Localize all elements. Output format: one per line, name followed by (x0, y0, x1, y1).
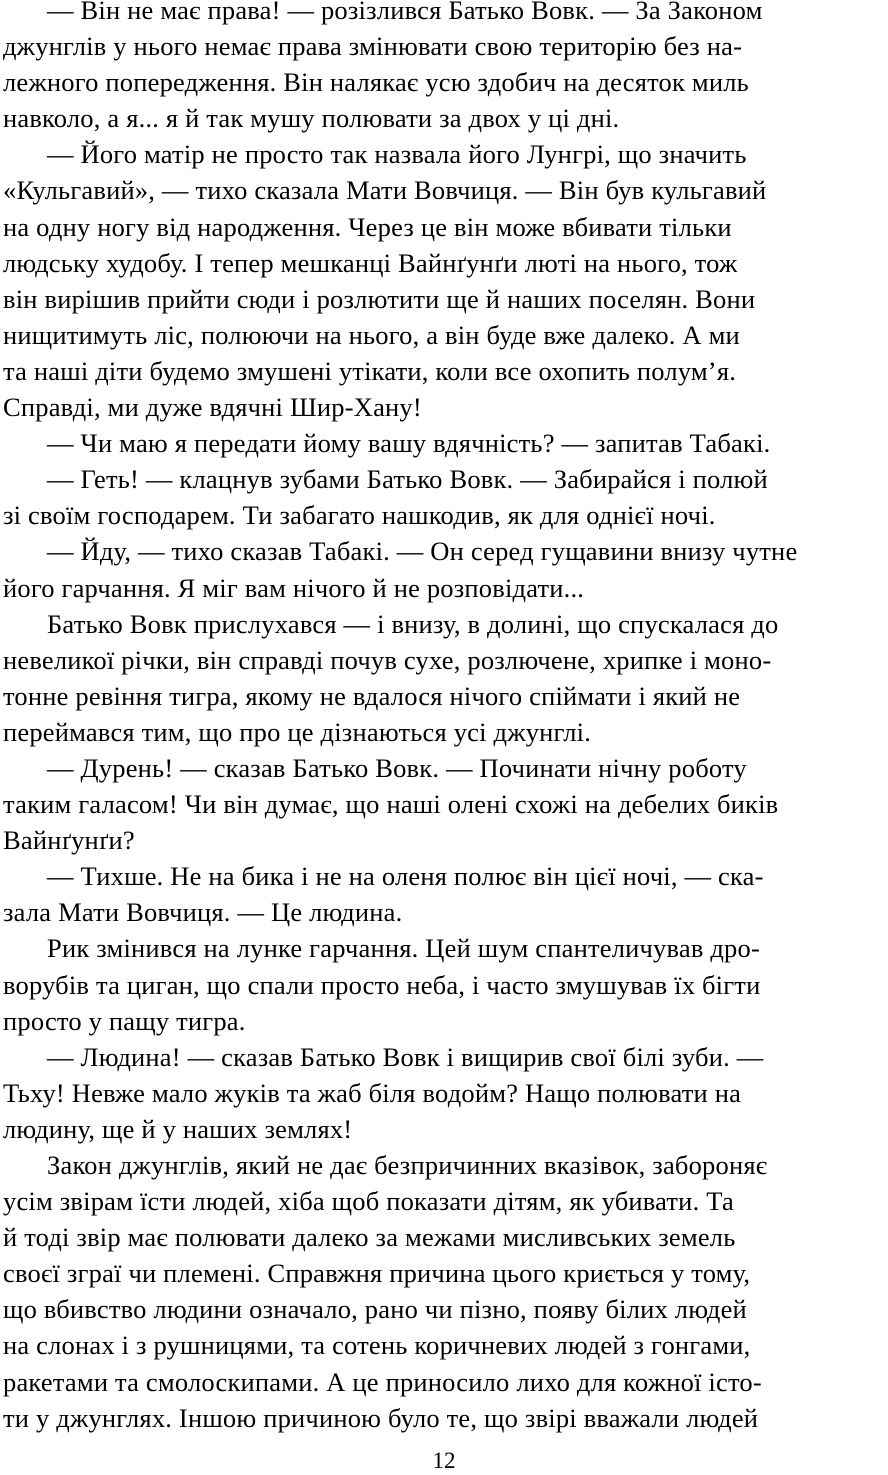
text-line: — Людина! — сказав Батько Вовк і вищирив свої білі зуби. — (47, 1041, 764, 1072)
text-line: зала Мати Вовчиця. — Це людина. (3, 897, 403, 928)
text-line: та наші діти будемо змушені утікати, коли все охопить полум’я. (3, 355, 737, 386)
text-line: що вбивство людини означало, рано чи пізно, появу білих людей (3, 1294, 747, 1325)
text-line: на слонах і з рушницями, та сотень коричневих людей з гонгами, (3, 1330, 751, 1361)
text-line: людську худобу. І тепер мешканці Вайнґунґи люті на нього, тож (3, 247, 738, 278)
text-line: Батько Вовк прислухався — і внизу, в долині, що спускалася до (47, 608, 779, 639)
text-line: на одну ногу від народження. Через це він може вбивати тільки (3, 211, 732, 242)
text-line: усім звірам їсти людей, хіба щоб показати дітям, як убивати. Та (3, 1186, 734, 1217)
text-line: своєї зграї чи племені. Справжня причина цього криється у тому, (3, 1258, 751, 1289)
text-line: Тьху! Невже мало жуків та жаб біля водойм? Нащо полювати на (3, 1077, 742, 1108)
text-line: просто у пащу тигра. (3, 1005, 246, 1036)
text-line: Справді, ми дуже вдячні Шир-Хану! (3, 392, 422, 423)
text-line: навколо, а я... я й так мушу полювати за двох у ці дні. (3, 103, 620, 134)
text-line: — Чи маю я передати йому вашу вдячність? — запитав Табакі. (47, 428, 771, 459)
text-line: ти у джунглях. Іншою причиною було те, що звірі вважали людей (3, 1402, 759, 1433)
text-line: «Кульгавий», — тихо сказала Мати Вовчиця. — Він був кульгавий (3, 175, 767, 206)
text-line: — Дурень! — сказав Батько Вовк. — Починати нічну роботу (47, 752, 747, 783)
text-line: ракетами та смолоскипами. А це приносило лихо для кожної істо- (3, 1366, 762, 1397)
text-line: його гарчання. Я міг вам нічого й не розповідати... (3, 572, 585, 603)
text-line: тонне ревіння тигра, якому не вдалося нічого спіймати і який не (3, 680, 741, 711)
text-line: Закон джунглів, який не дає безпричинних вказівок, забороняє (47, 1150, 768, 1180)
text-line: ворубів та циган, що спали просто неба, і часто змушував їх бігти (3, 969, 761, 1000)
text-line: — Його матір не просто так назвала його Лунгрі, що значить (47, 139, 747, 170)
text-line: нищитимуть ліс, полюючи на нього, а він буде вже далеко. А ми (3, 319, 740, 350)
page-number: 12 (432, 1448, 456, 1473)
text-line: Рик змінився на лунке гарчання. Цей шум спантеличував дро- (47, 933, 760, 964)
text-line: — Тихше. Не на бика і не на оленя полює він цієї ночі, — ска- (47, 861, 764, 892)
text-line: — Йду, — тихо сказав Табакі. — Он серед гущавини внизу чутне (47, 536, 798, 567)
text-line: він вирішив прийти сюди і розлютити ще й наших поселян. Вони (3, 283, 756, 314)
text-line: Вайнґунґи? (3, 825, 135, 856)
text-line: лежного попередження. Він налякає усю здобич на десяток миль (3, 67, 749, 98)
text-line: — Він не має права! — розізлився Батько Вовк. — За Законом (47, 0, 763, 25)
text-line: невеликої річки, він справді почув сухе, розлючене, хрипке і моно- (3, 644, 772, 675)
text-line: й тоді звір має полювати далеко за межами мисливських земель (3, 1222, 736, 1253)
text-line: джунглів у нього немає права змінювати свою територію без на- (3, 31, 743, 62)
text-line: таким галасом! Чи він думає, що наші олені схожі на дебелих биків (3, 789, 779, 820)
text-line: людину, ще й у наших землях! (3, 1113, 353, 1144)
page-text (3, 0, 888, 1436)
text-line: зі своїм господарем. Ти забагато нашкодив, як для однієї ночі. (3, 500, 716, 531)
text-line: переймався тим, що про це дізнаються усі джунглі. (3, 716, 592, 747)
text-line: — Геть! — клацнув зубами Батько Вовк. — Забирайся і полюй (47, 464, 768, 495)
